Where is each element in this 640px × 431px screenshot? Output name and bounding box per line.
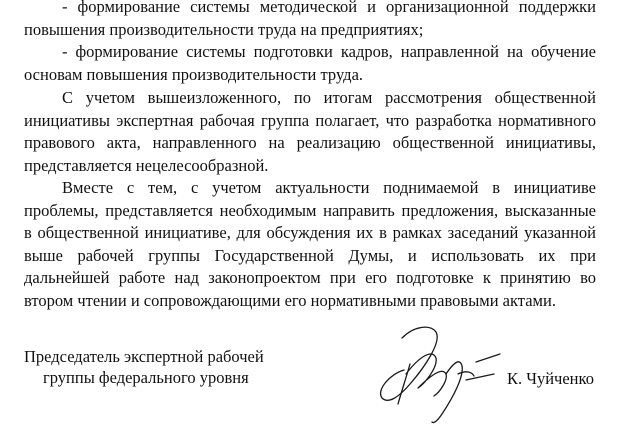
text-line: С учетом вышеизложенного, по итогам рассмотрения общественной	[62, 88, 596, 107]
text-line: выше рабочей группы Государственной Думы, и использовать их при	[24, 245, 596, 265]
handwritten-signature	[362, 318, 502, 430]
text-line: - формирование системы методической и организационной поддержки	[62, 0, 596, 16]
text-line: проблемы, представляется необходимым направить предложения, высказанные	[24, 200, 596, 220]
text-line: Вместе с тем, с учетом актуальности поднимаемой в инициативе	[62, 178, 596, 197]
bullet-paragraph-1	[24, 0, 596, 41]
recommendation-paragraph	[24, 177, 596, 313]
text-line: повышения производительности труда на предприятиях;	[24, 19, 424, 39]
text-line: основам повышения производительности труда.	[24, 64, 364, 84]
signatory-name: К. Чуйченко	[507, 369, 594, 388]
bullet-paragraph-2	[24, 41, 596, 86]
text-line: - формирование системы подготовки кадров, направленной на обучение	[62, 42, 596, 61]
signatory-title-line-1: Председатель экспертной рабочей	[24, 347, 264, 366]
text-line: инициативы экспертная рабочая группа полагает, что разработка нормативного	[24, 110, 596, 130]
signatory-title-line-2: группы федерального уровня	[43, 368, 249, 387]
text-line: правового акта, направленного на реализацию общественной инициативы,	[24, 133, 596, 153]
text-line: представляется нецелесообразной.	[24, 155, 269, 175]
text-line: втором чтении и сопровождающими его нормативными правовыми актами.	[24, 290, 556, 310]
conclusion-paragraph	[24, 87, 596, 177]
text-line: дальнейшей работе над законопроектом при его подготовке к принятию во	[24, 268, 596, 288]
text-line: в общественной инициативе, для обсуждения их в рамках заседаний указанной	[24, 223, 596, 243]
